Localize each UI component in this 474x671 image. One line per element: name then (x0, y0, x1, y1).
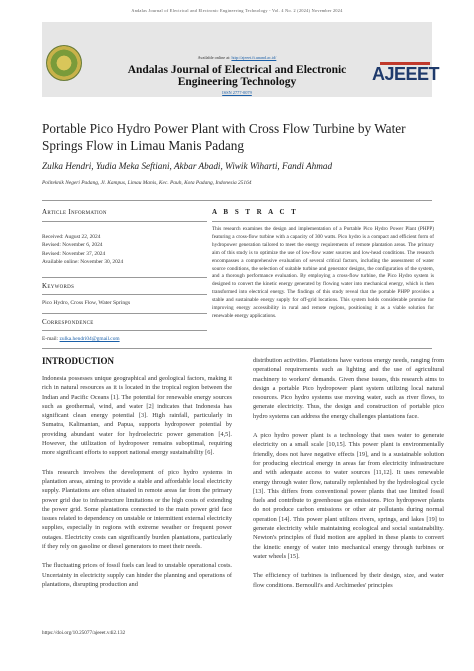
available-prefix: Available online at: (197, 55, 231, 60)
paragraph: This research involves the development of pico hydro systems in plantation areas, aiming to provide a stable and affordable local electricity supply. Plantations are often situated in remote areas far from the primary power grid due to infrastructure limitations or the high costs of extending the power grid. Some plantations connected to the main power grid face issues related to dependency on unstable or intermittent external electricity supplies, especially in regions with extreme weather or frequent power outages. Electricity costs can significantly burden plantations, particularly if they rely on gasoline or diesel generators to meet their needs. (42, 468, 232, 551)
correspondence-label: Correspondence (42, 318, 94, 326)
affiliation: Politeknik Negeri Padang, Jl. Kampus, Limau Manis, Kec. Pauh, Kota Padang, Indonesia 25164 (42, 180, 252, 186)
ajeeet-logo (372, 62, 440, 86)
email-link[interactable]: zulka.hendri04@gmail.com (59, 336, 120, 342)
journal-title-line1: Andalas Journal of Electrical and Electronic (127, 64, 347, 76)
divider-bottom (42, 348, 432, 349)
paragraph: The efficiency of turbines is influenced by their design, size, and water flow conditions. Bernoulli's and Archimedes' principles (253, 572, 444, 589)
journal-url-link[interactable]: http://ajeeet.ft.unand.ac.id/ (231, 55, 277, 60)
correspondence-section (42, 318, 212, 326)
keywords-section (42, 282, 212, 290)
article-dates (42, 233, 212, 267)
journal-title-line2: Engineering Technology (177, 76, 297, 88)
running-head: Andalas Journal of Electrical and Electronic Engineering Technology - Vol. 4 No. 2 (2024) November 2024 (131, 8, 343, 13)
available-online (0, 55, 474, 60)
keywords-label: Keywords (42, 282, 75, 290)
divider-corr-top (42, 313, 207, 314)
abstract-heading: A B S T R A C T (212, 208, 299, 216)
divider-corr (42, 330, 207, 331)
journal-title (95, 64, 379, 88)
issn-link[interactable]: ISSN 2777-0079 (222, 90, 252, 95)
available-date: Available online: November 30, 2024 (42, 259, 124, 266)
received-date: Received: August 22, 2024 (42, 234, 101, 240)
article-info-section (42, 208, 212, 216)
doi-link[interactable]: https://doi.org/10.25077/ajeeet.v4i2.132 (42, 630, 126, 636)
paper-title: Portable Pico Hydro Power Plant with Cross Flow Turbine by Water Springs Flow in Limau Manis Padang (42, 121, 406, 153)
divider-keywords-top (42, 277, 207, 278)
keywords-value: Pico Hydro, Cross Flow, Water Springs (42, 300, 131, 306)
paragraph: A pico hydro power plant is a technology that uses water to generate electricity on a small scale [10,15]. This power plant is environmentally friendly, does not have negative effects [19], and is a sustainable solution for producing electrical energy in areas far from electricity infrastructure and with adequate access to water sources [11,12]. It uses renewable energy through water flow, naturally replenished by the hydrological cycle [13]. This differs from conventional power plants that use limited fossil fuels and contribute to greenhouse gas emissions. Pico hydropower plants do not produce carbon emissions or other air pollutants during normal operation [14]. This power plant utilizes rivers, springs, and lakes [19] to generate electricity while maintaining ecological and social sustainability. Newton's principles of fluid motion are applied in these plants to convert the kinetic energy of water into mechanical energy through turbines or water wheels [15]. (253, 432, 444, 560)
paragraph: distribution activities. Plantations have various energy needs, ranging from operational requirements such as lighting and the use of agricultural machinery to workers' demands. Given these issues, this research aims to design a portable Pico hydropower plant system utilizing local natural resources. Pico hydro systems use moving water, such as river flows, to generate electricity. Thus, the design and construction of portable pico hydro systems can address the energy challenges plantations face. (253, 357, 444, 420)
university-logo-icon (46, 45, 82, 81)
left-column (42, 374, 232, 599)
authors: Zulka Hendri, Yudia Meka Seftiani, Akbar Abadi, Wiwik Wiharti, Fandi Ahmad (42, 161, 333, 171)
right-column (253, 356, 444, 600)
email-prefix: E-mail: (42, 336, 59, 342)
paragraph: Indonesia possesses unique geographical and geological factors, making it rich in natural resources as it is located in the tropical region between the Indian and Pacific Oceans [1]. The potential for renewable energy sources such as geothermal, wind, and water [2] indicates that Indonesia has significant clean energy potential [3]. High rainfall, particularly in Sumatra, Kalimantan, and Papua, supports hydropower potential by providing abundant water for hydroelectric power generation [4,5]. However, the utilization of hydropower remains suboptimal, requiring more significant efforts to support national energy sustainability [6]. (42, 375, 232, 457)
correspondence-email (42, 336, 212, 342)
ajeeet-logo-text: AJEEET (372, 64, 440, 84)
revised-date: Revised: November 6, 2024 (42, 242, 103, 249)
abstract-text: This research examines the design and implementation of a Portable Pico Hydro Power Plant (PHPP) featuring a cross-flow turbine with a capacity of 300 watts. Pico hydro is a compact and efficient form of hydropower generation tailored to meet the energy requirements of remote plantation areas. The primary aim of this study is to optimize the use of low-flow water sources and low-head conditions. The research encompasses a comprehensive evaluation of several critical factors, including the assessment of water source conditions, the selection of suitable turbine and generator designs, the configuration of the system, and a thorough performance evaluation. By employing a cross-flow turbine, the Pico Hydro system is designed to convert the kinetic energy generated by flowing water into mechanical energy, which is then transformed into electrical energy. The findings of this study reveal that the portable PHPP provides a stable and sustainable energy supply for off-grid locations. This system holds considerable promise for improving energy accessibility in rural and remote regions, positioning it as a viable solution for renewable energy applications. (212, 226, 434, 319)
divider-info (42, 221, 207, 222)
paragraph: The fluctuating prices of fossil fuels can lead to unstable operational costs. Uncertainty in electricity supply can hinder the planning and operations of plantations, disrupting production and (42, 562, 232, 588)
divider-abstract (212, 221, 434, 222)
revised-date-2: Revised: November 37, 2024 (42, 250, 106, 257)
introduction-heading: INTRODUCTION (42, 356, 115, 366)
article-info-label: Article Information (42, 208, 107, 216)
divider-keywords (42, 294, 207, 295)
divider-top (42, 200, 432, 201)
